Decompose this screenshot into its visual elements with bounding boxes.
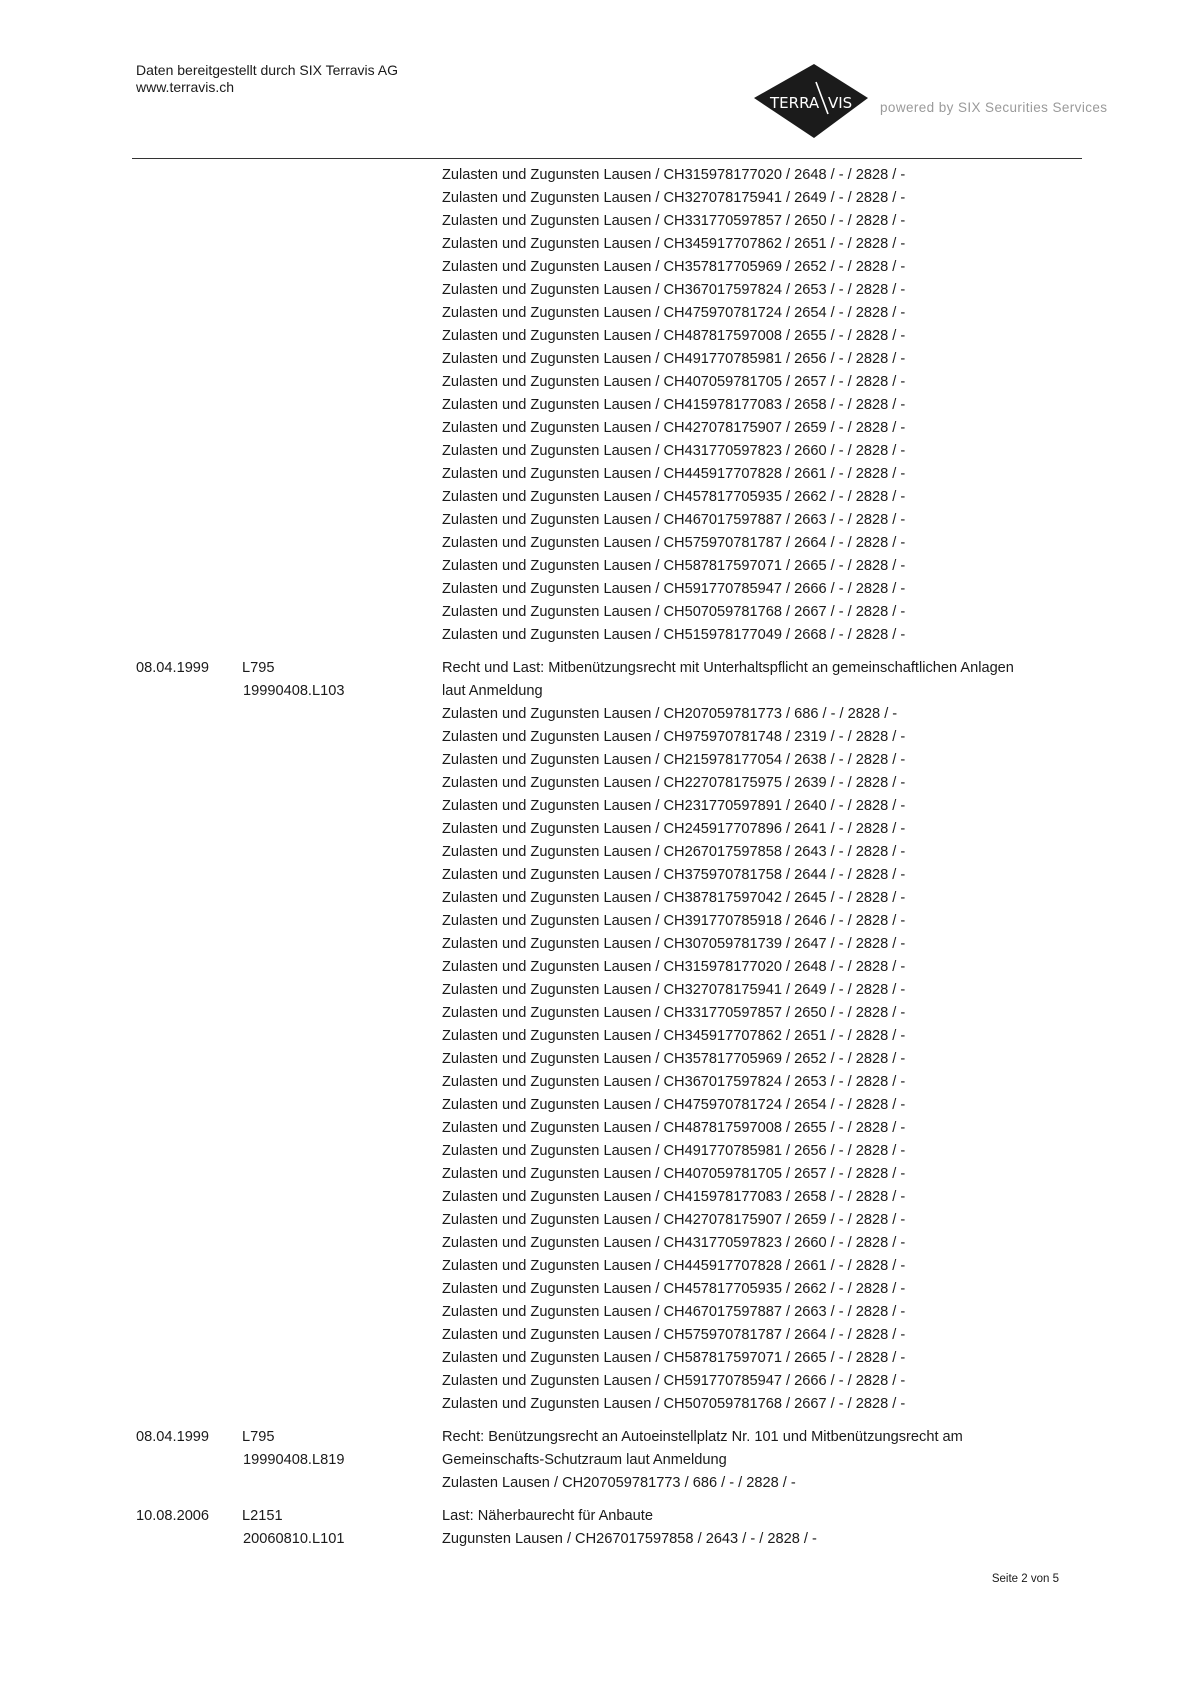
entry-reference [242,1426,344,1472]
provider-url: www.terravis.ch [136,79,235,95]
burden-line: Zulasten und Zugunsten Lausen / CH587817597071 / 2665 / - / 2828 / - [442,1350,906,1366]
burden-line: Zulasten und Zugunsten Lausen / CH507059781768 / 2667 / - / 2828 / - [442,1396,906,1412]
burden-line: Zulasten und Zugunsten Lausen / CH207059781773 / 686 / - / 2828 / - [442,706,898,722]
entry-description: Last: Näherbaurecht für Anbaute [442,1508,653,1524]
burden-line: Zulasten und Zugunsten Lausen / CH407059781705 / 2657 / - / 2828 / - [442,374,906,390]
burden-line: Zulasten und Zugunsten Lausen / CH215978177054 / 2638 / - / 2828 / - [442,752,906,768]
burden-line: Zulasten und Zugunsten Lausen / CH227078175975 / 2639 / - / 2828 / - [442,775,906,791]
header-divider [132,158,1082,159]
page-number: Seite 2 von 5 [991,1573,1059,1585]
terravis-logo [746,58,876,144]
provider-header [136,62,398,96]
burden-line: Zulasten und Zugunsten Lausen / CH407059781705 / 2657 / - / 2828 / - [442,1166,906,1182]
burden-line: Zulasten und Zugunsten Lausen / CH591770785947 / 2666 / - / 2828 / - [442,581,906,597]
burden-line: Zulasten und Zugunsten Lausen / CH307059781739 / 2647 / - / 2828 / - [442,936,906,952]
burden-line: Zulasten und Zugunsten Lausen / CH445917707828 / 2661 / - / 2828 / - [442,1258,906,1274]
entry-spacer [0,1416,1190,1426]
entry-spacer [0,1495,1190,1505]
entry-date: 08.04.1999 [136,1429,210,1445]
burden-line: Zulasten und Zugunsten Lausen / CH345917707862 / 2651 / - / 2828 / - [442,1028,906,1044]
burden-line: Zulasten und Zugunsten Lausen / CH431770597823 / 2660 / - / 2828 / - [442,443,906,459]
burden-line: Zulasten und Zugunsten Lausen / CH315978177020 / 2648 / - / 2828 / - [442,167,906,183]
burden-line: Zulasten und Zugunsten Lausen / CH427078175907 / 2659 / - / 2828 / - [442,420,906,436]
provider-name: Daten bereitgestellt durch SIX Terravis AG [136,62,398,78]
burden-line: Zulasten und Zugunsten Lausen / CH231770597891 / 2640 / - / 2828 / - [442,798,906,814]
burden-line: Zulasten und Zugunsten Lausen / CH467017597887 / 2663 / - / 2828 / - [442,1304,906,1320]
continued-lines [442,164,1022,647]
entry-spacer [0,647,1190,657]
document-body [0,164,1190,1551]
entry-reference [242,1505,344,1551]
burden-line: Zulasten und Zugunsten Lausen / CH457817705935 / 2662 / - / 2828 / - [442,489,906,505]
entry-date: 10.08.2006 [136,1508,210,1524]
entries-list [0,647,1190,1551]
burden-line: Zulasten und Zugunsten Lausen / CH327078175941 / 2649 / - / 2828 / - [442,190,906,206]
burden-line: Zulasten und Zugunsten Lausen / CH357817705969 / 2652 / - / 2828 / - [442,259,906,275]
logo-text-right: VIS [828,94,853,112]
entry-code: L2151 [242,1508,283,1524]
burden-line: Zulasten und Zugunsten Lausen / CH445917707828 / 2661 / - / 2828 / - [442,466,906,482]
entry-description: Recht: Benützungsrecht an Autoeinstellplatz Nr. 101 und Mitbenützungsrecht am Gemeinschafts-Schutzraum laut Anmeldung [442,1429,963,1468]
burden-line: Zulasten und Zugunsten Lausen / CH345917707862 / 2651 / - / 2828 / - [442,236,906,252]
entry-content [442,1505,1022,1551]
burden-line: Zugunsten Lausen / CH267017597858 / 2643 / - / 2828 / - [442,1531,817,1547]
burden-line: Zulasten und Zugunsten Lausen / CH245917707896 / 2641 / - / 2828 / - [442,821,906,837]
burden-line: Zulasten und Zugunsten Lausen / CH331770597857 / 2650 / - / 2828 / - [442,1005,906,1021]
burden-line: Zulasten und Zugunsten Lausen / CH427078175907 / 2659 / - / 2828 / - [442,1212,906,1228]
entry-description: Recht und Last: Mitbenützungsrecht mit Unterhaltspflicht an gemeinschaftlichen Anlagen laut Anmeldung [442,660,1014,699]
register-entry [0,1505,1190,1551]
burden-line: Zulasten und Zugunsten Lausen / CH491770785981 / 2656 / - / 2828 / - [442,351,906,367]
powered-by-label: powered by SIX Securities Services [880,100,1108,115]
burden-line: Zulasten Lausen / CH207059781773 / 686 / - / 2828 / - [442,1475,796,1491]
entry-code: L795 [242,660,275,676]
entry-code: L795 [242,1429,275,1445]
burden-line: Zulasten und Zugunsten Lausen / CH387817597042 / 2645 / - / 2828 / - [442,890,906,906]
burden-line: Zulasten und Zugunsten Lausen / CH327078175941 / 2649 / - / 2828 / - [442,982,906,998]
burden-line: Zulasten und Zugunsten Lausen / CH591770785947 / 2666 / - / 2828 / - [442,1373,906,1389]
burden-line: Zulasten und Zugunsten Lausen / CH491770785981 / 2656 / - / 2828 / - [442,1143,906,1159]
burden-line: Zulasten und Zugunsten Lausen / CH515978177049 / 2668 / - / 2828 / - [442,627,906,643]
burden-line: Zulasten und Zugunsten Lausen / CH457817705935 / 2662 / - / 2828 / - [442,1281,906,1297]
burden-line: Zulasten und Zugunsten Lausen / CH975970781748 / 2319 / - / 2828 / - [442,729,906,745]
burden-line: Zulasten und Zugunsten Lausen / CH467017597887 / 2663 / - / 2828 / - [442,512,906,528]
burden-line: Zulasten und Zugunsten Lausen / CH391770785918 / 2646 / - / 2828 / - [442,913,906,929]
entry-document-number: 20060810.L101 [243,1531,345,1547]
burden-line: Zulasten und Zugunsten Lausen / CH415978177083 / 2658 / - / 2828 / - [442,397,906,413]
burden-line: Zulasten und Zugunsten Lausen / CH475970781724 / 2654 / - / 2828 / - [442,305,906,321]
register-entry [0,657,1190,1416]
burden-line: Zulasten und Zugunsten Lausen / CH575970781787 / 2664 / - / 2828 / - [442,535,906,551]
burden-line: Zulasten und Zugunsten Lausen / CH415978177083 / 2658 / - / 2828 / - [442,1189,906,1205]
register-entry [0,1426,1190,1495]
burden-line: Zulasten und Zugunsten Lausen / CH487817597008 / 2655 / - / 2828 / - [442,1120,906,1136]
burden-line: Zulasten und Zugunsten Lausen / CH357817705969 / 2652 / - / 2828 / - [442,1051,906,1067]
burden-line: Zulasten und Zugunsten Lausen / CH487817597008 / 2655 / - / 2828 / - [442,328,906,344]
burden-line: Zulasten und Zugunsten Lausen / CH367017597824 / 2653 / - / 2828 / - [442,1074,906,1090]
entry-reference [242,657,344,703]
burden-line: Zulasten und Zugunsten Lausen / CH475970781724 / 2654 / - / 2828 / - [442,1097,906,1113]
burden-line: Zulasten und Zugunsten Lausen / CH315978177020 / 2648 / - / 2828 / - [442,959,906,975]
logo-text-left: TERRA [770,94,820,112]
burden-line: Zulasten und Zugunsten Lausen / CH331770597857 / 2650 / - / 2828 / - [442,213,906,229]
entry-content [442,657,1022,1416]
entry-document-number: 19990408.L819 [243,1452,345,1468]
burden-line: Zulasten und Zugunsten Lausen / CH587817597071 / 2665 / - / 2828 / - [442,558,906,574]
burden-line: Zulasten und Zugunsten Lausen / CH375970781758 / 2644 / - / 2828 / - [442,867,906,883]
burden-line: Zulasten und Zugunsten Lausen / CH367017597824 / 2653 / - / 2828 / - [442,282,906,298]
entry-content [442,1426,1022,1495]
burden-line: Zulasten und Zugunsten Lausen / CH431770597823 / 2660 / - / 2828 / - [442,1235,906,1251]
entry-date: 08.04.1999 [136,660,210,676]
entry-document-number: 19990408.L103 [243,683,345,699]
burden-line: Zulasten und Zugunsten Lausen / CH507059781768 / 2667 / - / 2828 / - [442,604,906,620]
burden-line: Zulasten und Zugunsten Lausen / CH575970781787 / 2664 / - / 2828 / - [442,1327,906,1343]
burden-line: Zulasten und Zugunsten Lausen / CH267017597858 / 2643 / - / 2828 / - [442,844,906,860]
continued-entry [0,164,1190,647]
